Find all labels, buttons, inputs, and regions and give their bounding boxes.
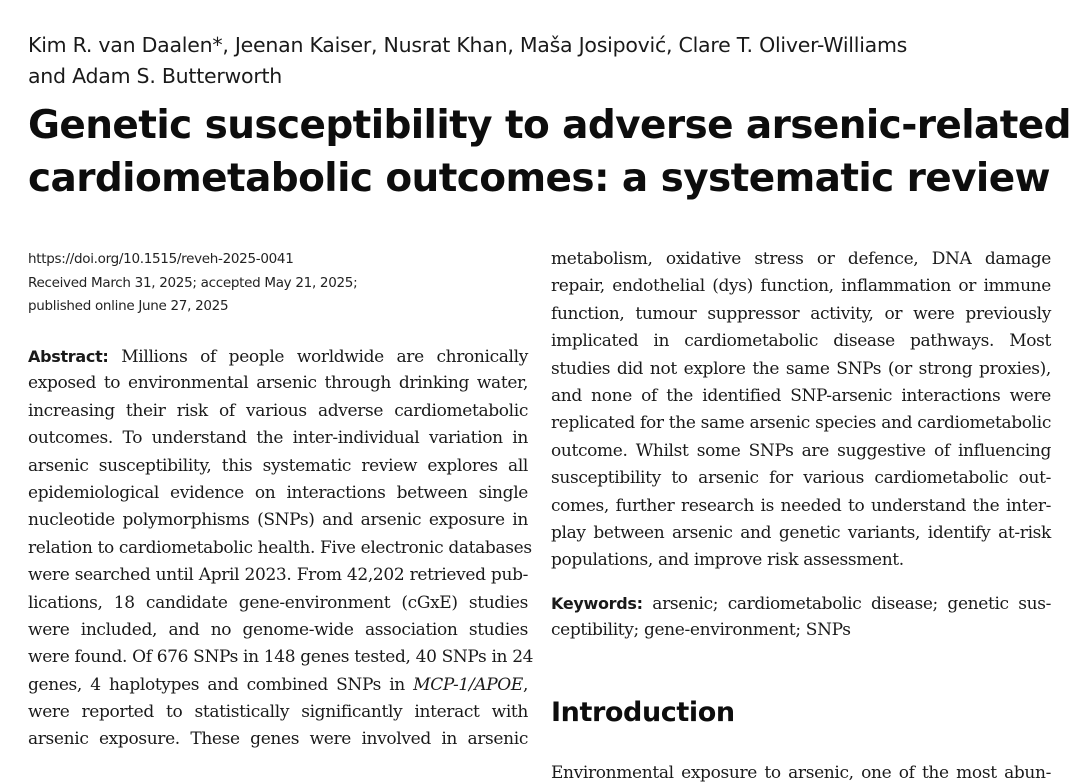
keywords-line: ceptibility; gene-environment; SNPs xyxy=(551,620,851,641)
abstract-line: nucleotide polymorphisms (SNPs) and arsenic exposure in xyxy=(28,510,528,531)
abstract-line: epidemiological evidence on interactions between single xyxy=(28,482,528,503)
paper-title xyxy=(28,99,1071,205)
abstract-line: arsenic exposure. These genes were involved in arsenic xyxy=(28,729,528,750)
abstract-line xyxy=(28,672,528,699)
abstract-line: exposed to environmental arsenic through drinking water, xyxy=(28,373,528,394)
keywords-text-1: arsenic; cardiometabolic disease; genetic sus- xyxy=(652,594,1051,614)
gene-name-italic: MCP-1/APOE xyxy=(413,674,523,695)
abstract-line: arsenic susceptibility, this systematic review explores all xyxy=(28,455,528,476)
author-line-2: and Adam S. Butterworth xyxy=(28,64,283,88)
keywords xyxy=(551,590,1051,645)
abstract-line: outcome. Whilst some SNPs are suggestive of influencing xyxy=(551,440,1051,461)
abstract-line: comes, further research is needed to understand the inter- xyxy=(551,495,1051,516)
received-dates: Received March 31, 2025; accepted May 21, 2025; xyxy=(28,274,358,291)
keywords-label: Keywords: xyxy=(551,594,643,613)
author-list xyxy=(28,30,1028,92)
author-line-1: Kim R. van Daalen*, Jeenan Kaiser, Nusrat Khan, Maša Josipović, Clare T. Oliver-Williams xyxy=(28,33,908,57)
abstract-line: function, tumour suppressor activity, or were previously xyxy=(551,303,1051,324)
haplotype-comma: , xyxy=(522,674,528,695)
abstract-line: lications, 18 candidate gene-environment (cGxE) studies xyxy=(28,592,528,613)
abstract-line: metabolism, oxidative stress or defence, DNA damage xyxy=(551,249,1051,269)
abstract-left-column xyxy=(28,343,534,754)
abstract-line: populations, and improve risk assessment. xyxy=(551,550,904,571)
haplotype-text: genes, 4 haplotypes and combined SNPs in xyxy=(28,674,405,695)
abstract-line: were reported to statistically significantly interact with xyxy=(28,702,528,723)
doi-link[interactable]: https://doi.org/10.1515/reveh-2025-0041 xyxy=(28,251,294,267)
published-date: published online June 27, 2025 xyxy=(28,298,229,314)
abstract-right-column xyxy=(551,246,1051,575)
title-line-1: Genetic susceptibility to adverse arsenic-related xyxy=(28,103,1071,148)
abstract-line: were included, and no genome-wide association studies xyxy=(28,619,528,640)
abstract-line: play between arsenic and genetic variants, identify at-risk xyxy=(551,522,1051,543)
abstract-line: studies did not explore the same SNPs (or strong proxies), xyxy=(551,358,1051,379)
abstract-line: repair, endothelial (dys) function, inflammation or immune xyxy=(551,276,1051,297)
abstract-line: implicated in cardiometabolic disease pathways. Most xyxy=(551,331,1051,352)
abstract-first-line: Millions of people worldwide are chronically xyxy=(121,347,528,367)
abstract-line: relation to cardiometabolic health. Five electronic databases xyxy=(28,537,532,558)
introduction-heading: Introduction xyxy=(551,697,735,728)
keywords-line xyxy=(551,590,1051,617)
abstract-line: increasing their risk of various adverse cardiometabolic xyxy=(28,400,528,421)
abstract-line: outcomes. To understand the inter-individual variation in xyxy=(28,428,528,449)
abstract-line: were searched until April 2023. From 42,202 retrieved pub- xyxy=(28,565,528,586)
abstract-line: susceptibility to arsenic for various cardiometabolic out- xyxy=(551,468,1051,489)
title-line-2: cardiometabolic outcomes: a systematic review xyxy=(28,156,1050,201)
article-meta xyxy=(28,248,357,319)
abstract-line: replicated for the same arsenic species and cardiometabolic xyxy=(551,413,1051,434)
abstract-label: Abstract: xyxy=(28,347,109,366)
abstract-line xyxy=(28,343,528,370)
introduction-first-line: Environmental exposure to arsenic, one of the most abun- xyxy=(551,763,1051,783)
abstract-line: were found. Of 676 SNPs in 148 genes tested, 40 SNPs in 24 xyxy=(28,647,534,668)
abstract-line: and none of the identified SNP-arsenic interactions were xyxy=(551,385,1051,406)
